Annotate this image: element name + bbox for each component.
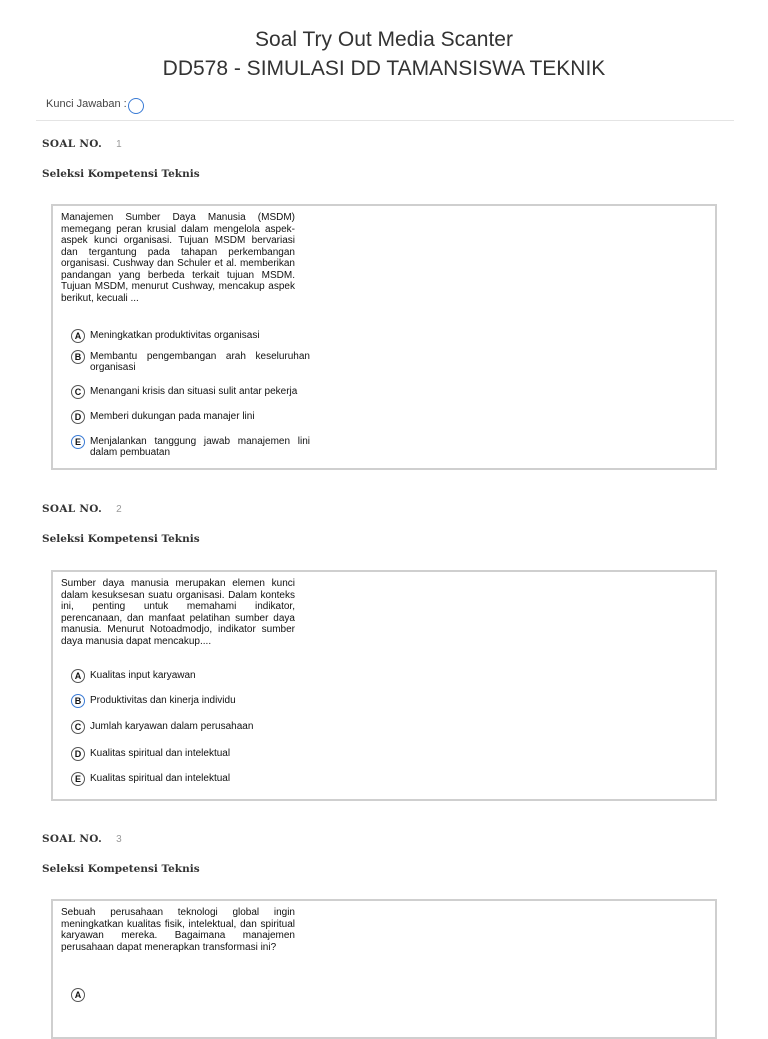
answer-key [46, 94, 144, 114]
page-title [0, 0, 768, 83]
option-a[interactable] [71, 989, 316, 1002]
question-box [51, 899, 717, 1039]
question-category: Seleksi Kompetensi Teknis [42, 533, 200, 545]
question-label-text: SOAL NO. [42, 833, 103, 845]
option-circle[interactable]: E [71, 772, 85, 786]
option-b[interactable] [71, 351, 316, 373]
option-c[interactable] [71, 386, 316, 399]
question-number: 3 [116, 834, 122, 845]
option-circle[interactable]: A [71, 329, 85, 343]
option-circle[interactable]: C [71, 385, 85, 399]
option-text: Menjalankan tanggung jawab manajemen lini dalam pembuatan [90, 436, 310, 458]
question-number: 1 [116, 139, 122, 150]
option-text: Membantu pengembangan arah keseluruhan organisasi [90, 351, 310, 373]
option-b[interactable] [71, 695, 316, 708]
option-d[interactable] [71, 411, 316, 424]
option-a[interactable] [71, 670, 316, 683]
option-circle[interactable]: C [71, 720, 85, 734]
answer-key-label: Kunci Jawaban : [46, 98, 127, 110]
question-label-text: SOAL NO. [42, 503, 103, 515]
option-text: Meningkatkan produktivitas organisasi [90, 330, 260, 341]
question-box [51, 570, 717, 801]
title-line-1: Soal Try Out Media Scanter [255, 28, 513, 51]
question-box [51, 204, 717, 470]
question-category: Seleksi Kompetensi Teknis [42, 863, 200, 875]
question-label [42, 138, 122, 150]
option-circle[interactable]: A [71, 988, 85, 1002]
option-text: Kualitas spiritual dan intelektual [90, 773, 231, 784]
header-divider [36, 120, 734, 121]
question-text: Sumber daya manusia merupakan elemen kunci dalam kesuksesan suatu organisasi. Dalam konteks ini, penting untuk memahami indikator, perencanaan, dan manfaat pelatihan sumber daya manusia. Menurut Notoadmodjo, indikator sumber daya manusia dapat mencakup.... [61, 578, 295, 647]
question-label [42, 503, 122, 515]
answer-key-circle-icon[interactable] [128, 98, 144, 114]
option-text: Jumlah karyawan dalam perusahaan [90, 721, 254, 732]
option-text: Menangani krisis dan situasi sulit antar pekerja [90, 386, 298, 397]
question-text: Manajemen Sumber Daya Manusia (MSDM) memegang peran krusial dalam mengelola aspek-aspek kunci organisasi. Tujuan MSDM bervariasi dan tergantung pada tahapan perkembangan organisasi. Cushway dan Schuler et al. memberikan pandangan yang berbeda terkait tujuan MSDM. Tujuan MSDM, menurut Cushway, mencakup aspek berikut, kecuali ... [61, 212, 295, 304]
question-label [42, 833, 122, 845]
option-circle[interactable]: D [71, 747, 85, 761]
question-category: Seleksi Kompetensi Teknis [42, 168, 200, 180]
question-text: Sebuah perusahaan teknologi global ingin meningkatkan kualitas fisik, intelektual, dan spiritual karyawan mereka. Bagaimana manajemen perusahaan dapat menerapkan transformasi ini? [61, 907, 295, 953]
title-line-2: DD578 - SIMULASI DD TAMANSISWA TEKNIK [162, 57, 606, 80]
option-e[interactable] [71, 773, 316, 786]
option-d[interactable] [71, 748, 316, 761]
option-text: Memberi dukungan pada manajer lini [90, 411, 255, 422]
option-circle-selected[interactable]: B [71, 694, 85, 708]
option-text: Kualitas spiritual dan intelektual [90, 748, 231, 759]
option-c[interactable] [71, 721, 316, 734]
option-text: Produktivitas dan kinerja individu [90, 695, 236, 706]
option-circle[interactable]: A [71, 669, 85, 683]
option-circle[interactable]: B [71, 350, 85, 364]
option-circle[interactable]: D [71, 410, 85, 424]
option-e[interactable] [71, 436, 316, 458]
option-text: Kualitas input karyawan [90, 670, 196, 681]
question-label-text: SOAL NO. [42, 138, 103, 150]
option-a[interactable] [71, 330, 316, 343]
option-circle-selected[interactable]: E [71, 435, 85, 449]
question-number: 2 [116, 504, 122, 515]
